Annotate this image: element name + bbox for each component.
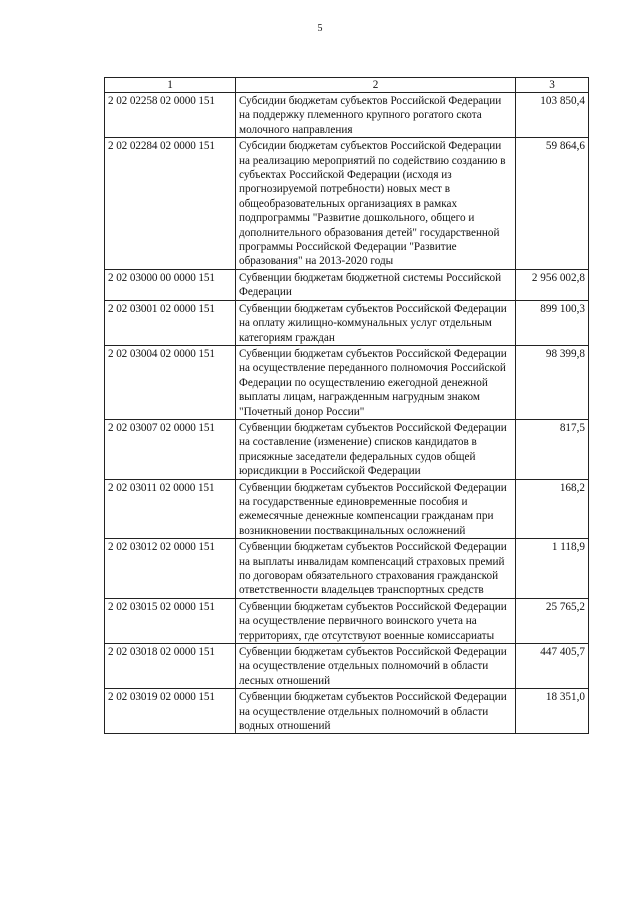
budget-code: 2 02 03007 02 0000 151 <box>105 419 236 479</box>
revenue-name: Субвенции бюджетам субъектов Российской Федерации на выплаты инвалидам компенсаций страховых премий по договорам обязательного страхования гражданской ответственности владельцев транспортных средств <box>236 539 516 599</box>
budget-code: 2 02 03000 00 0000 151 <box>105 269 236 300</box>
revenue-name: Субвенции бюджетам субъектов Российской Федерации на составление (изменение) списков кандидатов в присяжные заседатели федеральных судов общей юрисдикции в Российской Федерации <box>236 419 516 479</box>
table-header-row <box>105 78 589 93</box>
revenue-name: Субсидии бюджетам субъектов Российской Федерации на реализацию мероприятий по содействию созданию в субъектах Российской Федерации (исходя из прогнозируемой потребности) новых мест в общеобразовательных организациях в рамках подпрограммы "Развитие дошкольного, общего и дополнительного образования детей" государственной программы Российской Федерации "Развитие образования" на 2013-2020 годы <box>236 138 516 270</box>
budget-code: 2 02 03018 02 0000 151 <box>105 644 236 689</box>
table-row <box>105 598 589 643</box>
amount: 899 100,3 <box>516 300 589 345</box>
budget-code: 2 02 03011 02 0000 151 <box>105 479 236 539</box>
revenue-name: Субвенции бюджетам субъектов Российской Федерации на государственные единовременные пособия и ежемесячные денежные компенсации гражданам при возникновении поствакцинальных осложнений <box>236 479 516 539</box>
revenue-name: Субвенции бюджетам бюджетной системы Российской Федерации <box>236 269 516 300</box>
amount: 168,2 <box>516 479 589 539</box>
revenue-name: Субвенции бюджетам субъектов Российской Федерации на осуществление отдельных полномочий в области водных отношений <box>236 689 516 734</box>
amount: 59 864,6 <box>516 138 589 270</box>
table-row <box>105 539 589 599</box>
table-row <box>105 419 589 479</box>
revenue-name: Субвенции бюджетам субъектов Российской Федерации на осуществление переданного полномочия Российской Федерации по осуществлению ежегодной денежной выплаты лицам, награжденным нагрудным знаком "Почетный донор России" <box>236 345 516 419</box>
budget-code: 2 02 03012 02 0000 151 <box>105 539 236 599</box>
amount: 817,5 <box>516 419 589 479</box>
table-row <box>105 345 589 419</box>
amount: 447 405,7 <box>516 644 589 689</box>
amount: 1 118,9 <box>516 539 589 599</box>
budget-code: 2 02 03015 02 0000 151 <box>105 598 236 643</box>
amount: 25 765,2 <box>516 598 589 643</box>
table-row <box>105 479 589 539</box>
header-code-column: 1 <box>105 78 236 93</box>
amount: 103 850,4 <box>516 93 589 138</box>
header-name-column: 2 <box>236 78 516 93</box>
budget-code: 2 02 02258 02 0000 151 <box>105 93 236 138</box>
page-number: 5 <box>317 23 323 34</box>
revenue-name: Субвенции бюджетам субъектов Российской Федерации на осуществление первичного воинского учета на территориях, где отсутствуют военные комиссариаты <box>236 598 516 643</box>
budget-code: 2 02 02284 02 0000 151 <box>105 138 236 270</box>
revenue-name: Субвенции бюджетам субъектов Российской Федерации на оплату жилищно-коммунальных услуг отдельным категориям граждан <box>236 300 516 345</box>
amount: 2 956 002,8 <box>516 269 589 300</box>
revenue-name: Субсидии бюджетам субъектов Российской Федерации на поддержку племенного крупного рогатого скота молочного направления <box>236 93 516 138</box>
amount: 98 399,8 <box>516 345 589 419</box>
budget-code: 2 02 03001 02 0000 151 <box>105 300 236 345</box>
budget-code: 2 02 03004 02 0000 151 <box>105 345 236 419</box>
table-row <box>105 300 589 345</box>
table-row <box>105 269 589 300</box>
header-amount-column: 3 <box>516 78 589 93</box>
budget-code: 2 02 03019 02 0000 151 <box>105 689 236 734</box>
amount: 18 351,0 <box>516 689 589 734</box>
table-row <box>105 689 589 734</box>
table-row <box>105 138 589 270</box>
table-row <box>105 93 589 138</box>
revenue-name: Субвенции бюджетам субъектов Российской Федерации на осуществление отдельных полномочий в области лесных отношений <box>236 644 516 689</box>
table-row <box>105 644 589 689</box>
budget-table <box>104 77 589 734</box>
